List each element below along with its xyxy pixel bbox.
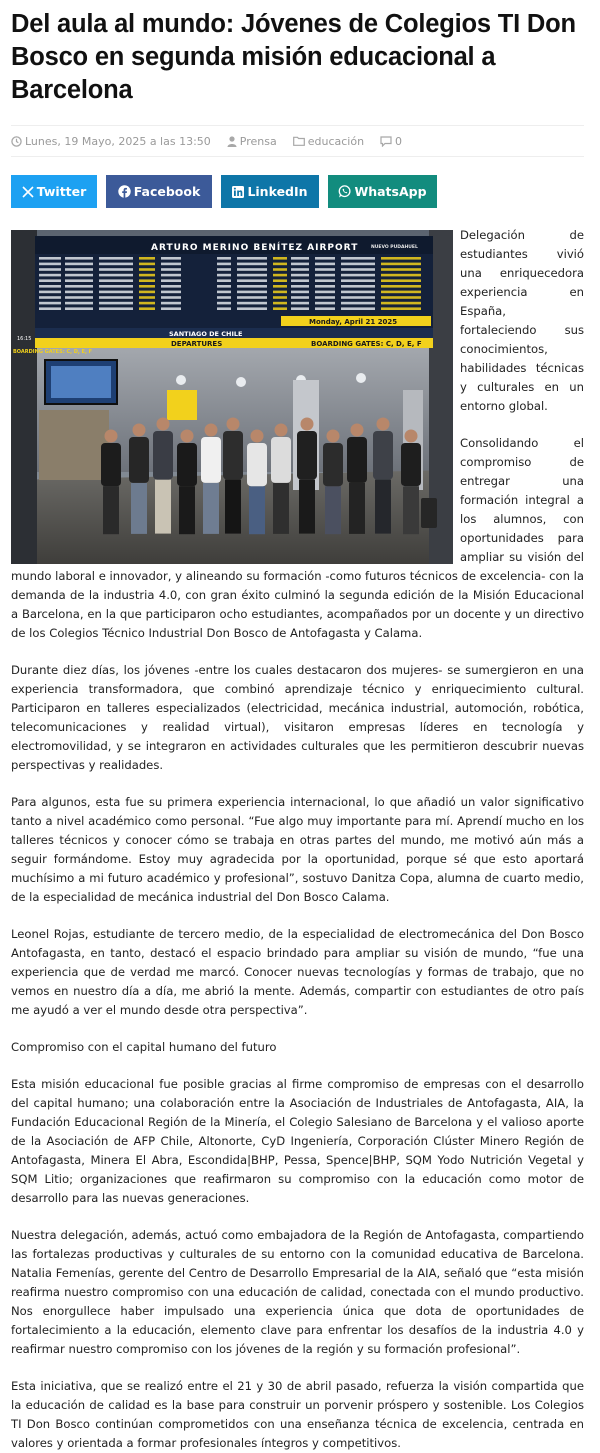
flight-row-cell: [315, 268, 335, 271]
flight-row-cell: [381, 291, 421, 294]
article-paragraph: Compromiso con el capital humano del futuro: [11, 1040, 277, 1054]
flight-row-cell: [291, 268, 309, 271]
person: [271, 424, 291, 534]
flight-row-cell: [341, 279, 375, 282]
flight-row-cell: [99, 257, 133, 260]
flight-row-cell: [39, 302, 61, 305]
flight-row-cell: [139, 307, 155, 310]
flight-row-cell: [381, 257, 421, 260]
flight-row-cell: [217, 257, 231, 260]
flight-row-cell: [161, 263, 181, 266]
flight-row-cell: [381, 285, 421, 288]
flight-row-cell: [65, 296, 93, 299]
ceiling-light: [176, 375, 186, 385]
article-photo: [11, 230, 453, 564]
flight-row-cell: [39, 268, 61, 271]
flight-row-cell: [237, 307, 267, 310]
share-bar: [11, 175, 584, 208]
board-brand: NUEVO PUDAHUEL: [371, 245, 418, 250]
whatsapp-icon: [338, 185, 351, 198]
flight-row-cell: [291, 279, 309, 282]
flight-row-cell: [217, 302, 231, 305]
article-paragraph: Esta misión educacional fue posible gracias al firme compromiso de empresas con el desarrollo del capital humano; una colaboración entre la Asociación de Industriales de Antofagasta, AIA, la Fundación Educacional Región de la Minería, el Colegio Salesiano de Barcelona y el valioso aporte de la Asociación de AFP Chile, Altonorte, CyD Ingeniería, Corporación Clúster Minero Región de Antofagasta, Minera El Abra, Escondida|BHP, Pessa, Spence|BHP, SQM Yodo Nutrición Vegetal y SQM Litio; organizaciones que reafirmaron su compromiso con la educación como motor de desarrollo para las nuevas generaciones.: [11, 1077, 584, 1205]
flight-row-cell: [341, 291, 375, 294]
flight-row-cell: [237, 302, 267, 305]
clock-icon: [11, 136, 22, 147]
flight-row-cell: [237, 279, 267, 282]
flight-row-cell: [273, 268, 287, 271]
twitter-share-button[interactable]: [11, 175, 97, 208]
meta-date: [11, 135, 219, 148]
ceiling-light: [236, 377, 246, 387]
person: [177, 430, 197, 535]
user-icon: [227, 136, 237, 147]
flight-row-cell: [381, 307, 421, 310]
flight-row-cell: [315, 302, 335, 305]
flight-row-cell: [39, 274, 61, 277]
x-twitter-icon: [22, 186, 34, 198]
flight-row-cell: [39, 285, 61, 288]
flight-row-cell: [273, 296, 287, 299]
person: [373, 418, 393, 534]
flight-row-cell: [99, 296, 133, 299]
flight-row-cell: [291, 291, 309, 294]
flight-row-cell: [139, 257, 155, 260]
person: [223, 418, 243, 534]
flight-row-cell: [217, 263, 231, 266]
flight-row-cell: [291, 307, 309, 310]
flight-row-cell: [341, 268, 375, 271]
linkedin-icon: [232, 186, 244, 198]
person: [401, 430, 421, 535]
flight-row-cell: [237, 263, 267, 266]
person: [297, 418, 317, 534]
article-paragraph: Consolidando el compromiso de entregar una formación integral a los alumnos, con oportunidades para ampliar su visión del mundo laboral e innovador, y alineando su formación -como futuros técnicos de excelencia- con la demanda de la industria 4.0, con gran éxito culminó la segunda edición de la Misión Educacional a Barcelona, en la que participaron ocho estudiantes, acompañados por un docente y un directivo de los Colegios Técnico Industrial Don Bosco de Antofagasta y Calama.: [11, 436, 584, 640]
article-paragraph: Nuestra delegación, además, actuó como embajadora de la Región de Antofagasta, compartiendo las fortalezas productivas y culturales de su entorno con la comunidad educativa de Barcelona. Natalia Femenías, gerente del Centro de Desarrollo Empresarial de la AIA, señaló que “esta misión reafirma nuestro compromiso con una educación de calidad, conectada con el mundo productivo. Nos enorgullece haber impulsado una experiencia única que dota de oportunidades de fortalecimiento a la educación, elemento clave para enfrentar los desafíos de la industria 4.0 y reafirmar nuestro compromiso con los jóvenes de la región y su formación profesional”.: [11, 1228, 584, 1356]
flight-row-cell: [341, 274, 375, 277]
person: [101, 430, 121, 535]
flight-row-cell: [99, 291, 133, 294]
person: [323, 430, 343, 535]
board-date: Monday, April 21 2025: [309, 318, 398, 326]
flight-row-cell: [341, 296, 375, 299]
suitcase: [421, 498, 437, 528]
flight-row-cell: [139, 296, 155, 299]
flight-row-cell: [65, 285, 93, 288]
flight-row-cell: [139, 302, 155, 305]
person: [347, 424, 367, 534]
flight-row-cell: [139, 274, 155, 277]
flight-row-cell: [139, 285, 155, 288]
flight-row-cell: [39, 257, 61, 260]
flight-row-cell: [291, 274, 309, 277]
flight-row-cell: [291, 285, 309, 288]
flight-row-cell: [381, 263, 421, 266]
flight-row-cell: [273, 291, 287, 294]
flight-row-cell: [161, 291, 181, 294]
flight-row-cell: [39, 279, 61, 282]
article-title: Del aula al mundo: Jóvenes de Colegios TI Don Bosco en segunda misión educacional a Barcelona: [11, 10, 576, 104]
info-screen-panel: [51, 366, 111, 398]
person: [201, 424, 221, 534]
flight-row-cell: [237, 296, 267, 299]
article-paragraph: Para algunos, esta fue su primera experiencia internacional, lo que añadió un valor significativo tanto a nivel académico como personal. “Fue algo muy importante para mí. Aprendí mucho en los talleres técnicos y conocer cómo se trabaja en otras partes del mundo, me motivó aún más a seguir formándome. Estoy muy agradecida por la oportunidad, porque sé que esto aportará muchísimo a mi futuro académico y profesional”, sostuvo Danitza Copa, alumna de cuarto medio, de la especialidad de mecánica industrial del Don Bosco Calama.: [11, 795, 584, 904]
board-santiago: SANTIAGO DE CHILE: [169, 330, 243, 338]
flight-row-cell: [217, 291, 231, 294]
flight-row-cell: [381, 268, 421, 271]
flight-row-cell: [65, 257, 93, 260]
flight-row-cell: [315, 307, 335, 310]
facebook-share-label: Facebook: [133, 184, 201, 199]
article-container: [0, 8, 600, 1453]
flight-row-cell: [161, 285, 181, 288]
flight-row-cell: [273, 263, 287, 266]
flight-row-cell: [273, 302, 287, 305]
flight-row-cell: [381, 274, 421, 277]
twitter-share-label: Twitter: [36, 184, 87, 199]
flight-row-cell: [291, 257, 309, 260]
board-gates: BOARDING GATES: C, D, E, F: [311, 340, 422, 348]
flight-row-cell: [315, 279, 335, 282]
flight-row-cell: [65, 268, 93, 271]
flight-row-cell: [381, 296, 421, 299]
flight-row-cell: [237, 285, 267, 288]
flight-row-cell: [161, 268, 181, 271]
flight-row-cell: [161, 257, 181, 260]
meta-category[interactable]: [293, 135, 372, 148]
flight-row-cell: [139, 279, 155, 282]
meta-author-text: Prensa: [239, 134, 277, 148]
facebook-icon: [118, 185, 131, 198]
flight-row-cell: [39, 307, 61, 310]
flight-row-cell: [217, 279, 231, 282]
flight-row-cell: [291, 263, 309, 266]
flight-row-cell: [291, 302, 309, 305]
flight-row-cell: [273, 307, 287, 310]
whatsapp-share-label: WhatsApp: [354, 184, 427, 199]
airport-group-photo: [11, 230, 453, 564]
shop-front: [39, 410, 109, 480]
flight-row-cell: [381, 302, 421, 305]
yellow-sign: [167, 390, 197, 420]
board-title: ARTURO MERINO BENÍTEZ AIRPORT: [151, 243, 359, 253]
article-body: [11, 226, 584, 1453]
flight-row-cell: [65, 291, 93, 294]
flight-row-cell: [217, 274, 231, 277]
ceiling-light: [356, 373, 366, 383]
flight-row-cell: [39, 263, 61, 266]
flight-row-cell: [99, 279, 133, 282]
flight-row-cell: [65, 302, 93, 305]
flight-row-cell: [39, 291, 61, 294]
flight-row-cell: [217, 285, 231, 288]
flight-row-cell: [161, 296, 181, 299]
flight-row-cell: [217, 296, 231, 299]
flight-row-cell: [315, 296, 335, 299]
flight-row-cell: [237, 274, 267, 277]
article-paragraph: Durante diez días, los jóvenes -entre los cuales destacaron dos mujeres- se sumergieron en una experiencia transformadora, que combinó aprendizaje técnico y enriquecimiento cultural. Participaron en talleres especializados (electricidad, mecánica industrial, automoción, robótica, telecomunicaciones y realidad virtual), visitaron empresas líderes en tecnología y electromovilidad, y se integraron en actividades culturales que les permitieron descubrir nuevas perspectivas y realidades.: [11, 663, 584, 772]
article-paragraph: Esta iniciativa, que se realizó entre el 21 y 30 de abril pasado, refuerza la visión compartida que la educación de calidad es la base para construir un porvenir próspero y sostenible. Los Colegios TI Don Bosco continúan comprometidos con una enseñanza técnica de excelencia, centrada en valores y orientada a formar profesionales íntegros y competitivos.: [11, 1379, 584, 1450]
flight-row-cell: [217, 307, 231, 310]
person: [153, 418, 173, 534]
board-departures: DEPARTURES: [171, 340, 223, 348]
flight-row-cell: [273, 257, 287, 260]
flight-row-cell: [217, 268, 231, 271]
article-paragraph: Delegación de estudiantes vivió una enriquecedora experiencia en España, fortaleciendo sus conocimientos, habilidades técnicas y culturales en un entorno global.: [460, 228, 584, 413]
flight-row-cell: [99, 302, 133, 305]
meta-date-text: Lunes, 19 Mayo, 2025 a las 13:50: [25, 134, 211, 148]
facebook-share-button[interactable]: [106, 175, 212, 208]
person: [129, 424, 149, 534]
photo-left-wall: [11, 230, 37, 564]
flight-row-cell: [139, 263, 155, 266]
board-clock: 16:15: [17, 336, 32, 342]
flight-row-cell: [341, 285, 375, 288]
flight-row-cell: [273, 274, 287, 277]
flight-row-cell: [273, 285, 287, 288]
flight-row-cell: [65, 307, 93, 310]
comment-icon: [380, 136, 392, 147]
flight-row-cell: [291, 296, 309, 299]
flight-row-cell: [237, 291, 267, 294]
flight-row-cell: [99, 274, 133, 277]
flight-row-cell: [65, 263, 93, 266]
meta-comments-count: 0: [395, 134, 403, 148]
flight-row-cell: [161, 279, 181, 282]
flight-row-cell: [65, 279, 93, 282]
flight-row-cell: [341, 302, 375, 305]
flight-row-cell: [139, 268, 155, 271]
flight-row-cell: [381, 279, 421, 282]
flight-row-cell: [341, 257, 375, 260]
flight-row-cell: [99, 268, 133, 271]
person: [247, 430, 267, 535]
flight-row-cell: [273, 279, 287, 282]
meta-comments[interactable]: [380, 135, 410, 148]
whatsapp-share-button[interactable]: [328, 175, 437, 208]
meta-author[interactable]: [227, 135, 285, 148]
flight-row-cell: [237, 268, 267, 271]
folder-icon: [293, 136, 305, 146]
flight-row-cell: [161, 302, 181, 305]
flight-row-cell: [237, 257, 267, 260]
linkedin-share-button[interactable]: [221, 175, 319, 208]
flight-row-cell: [315, 263, 335, 266]
flight-row-cell: [315, 291, 335, 294]
flight-row-cell: [65, 274, 93, 277]
flight-row-cell: [315, 274, 335, 277]
flight-row-cell: [99, 307, 133, 310]
flight-row-cell: [39, 296, 61, 299]
flight-row-cell: [99, 263, 133, 266]
flight-row-cell: [341, 307, 375, 310]
flight-row-cell: [139, 291, 155, 294]
flight-row-cell: [161, 274, 181, 277]
flight-row-cell: [161, 307, 181, 310]
flight-row-cell: [341, 263, 375, 266]
meta-category-text: educación: [307, 134, 365, 148]
linkedin-share-label: LinkedIn: [247, 184, 308, 199]
flight-row-cell: [315, 285, 335, 288]
board-gates-left: BOARDING GATES: C, D, E, F: [13, 349, 93, 355]
flight-row-cell: [99, 285, 133, 288]
article-paragraph: Leonel Rojas, estudiante de tercero medio, de la especialidad de electromecánica del Don Bosco Antofagasta, en tanto, destacó el espacio brindado para ampliar su visión de mundo, “fue una experiencia que de verdad me marcó. Conocer nuevas tecnologías y formas de trabajo, que no vemos en nuestro día a día, me abrió la mente. Además, compartir con estudiantes de otro país me ayudó a ver el mundo desde otra perspectiva”.: [11, 927, 584, 1017]
flight-row-cell: [315, 257, 335, 260]
article-meta: [11, 125, 584, 157]
